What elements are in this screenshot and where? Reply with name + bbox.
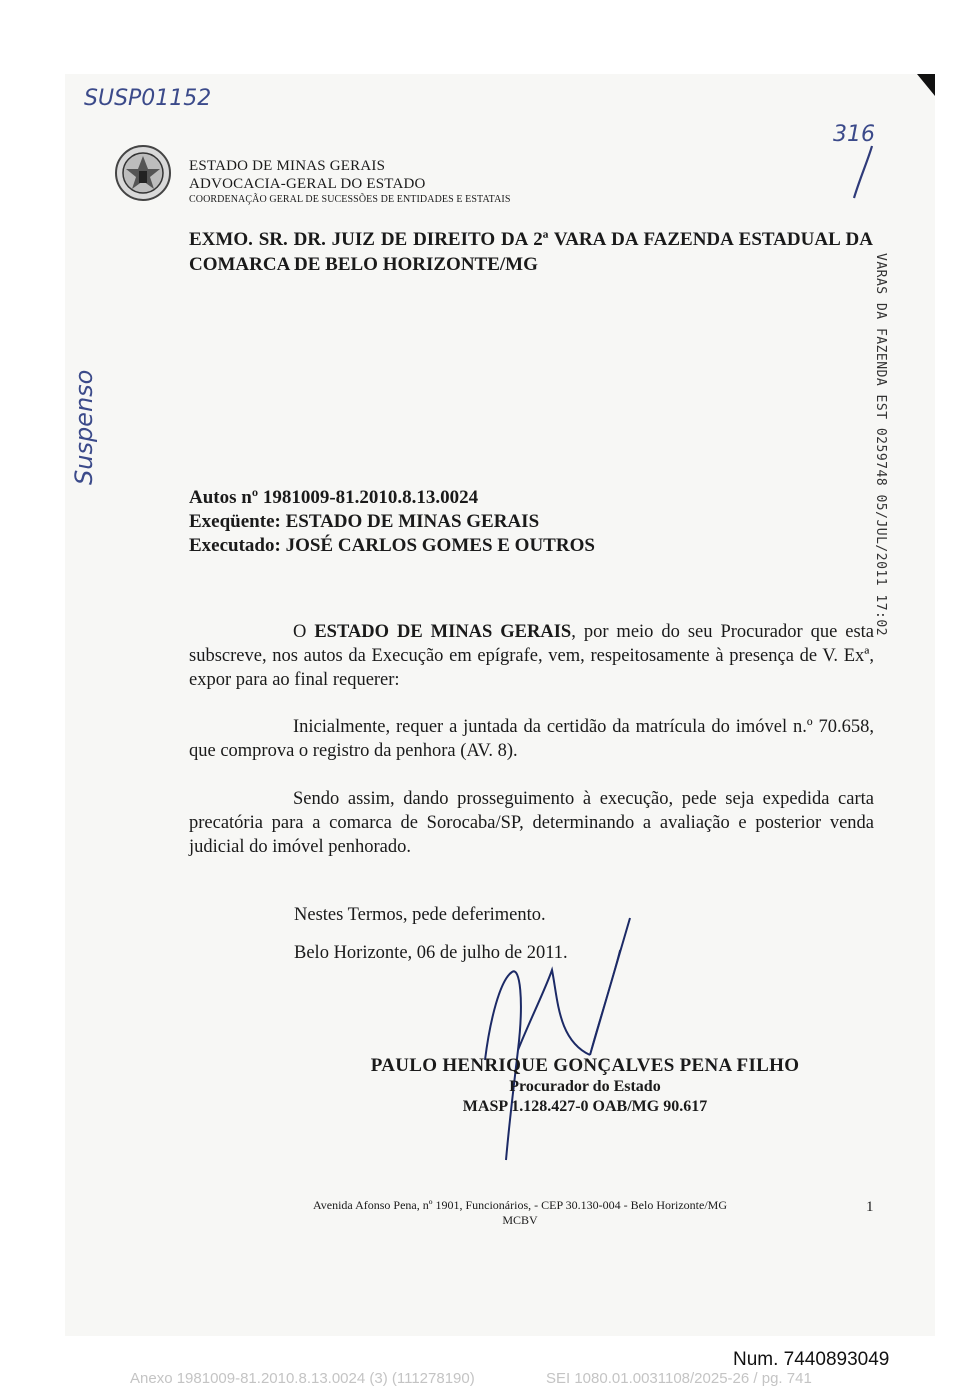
sei-reference: SEI 1080.01.0031108/2025-26 / pg. 741 [546,1370,812,1387]
plaintiff-label: Exeqüente: [189,511,281,532]
defendant-line [189,534,595,558]
case-info [189,486,595,558]
footer-address: Avenida Afonso Pena, nº 1901, Funcionários, - CEP 30.130-004 - Belo Horizonte/MG [312,1198,727,1212]
handwritten-reference: SUSP01152 [84,86,212,111]
footer-initials: MCBV [502,1213,538,1227]
letterhead-agency: ADVOCACIA-GERAL DO ESTADO [189,176,426,192]
handwritten-check-mark [848,140,878,202]
addressee-heading: EXMO. SR. DR. JUIZ DE DIREITO DA 2ª VARA DA FAZENDA ESTADUAL DA COMARCA DE BELO HORIZONTE/MG [189,229,873,275]
paragraph-intro-bold: ESTADO DE MINAS GERAIS [314,622,572,642]
signatory-title: Procurador do Estado [509,1078,661,1095]
plaintiff-line [189,510,595,534]
defendant-value: JOSÉ CARLOS GOMES E OUTROS [285,535,595,556]
closing-formula: Nestes Termos, pede deferimento. [294,905,546,925]
document-id-number: Num. 7440893049 [733,1349,890,1370]
defendant-label: Executado: [189,535,281,556]
signatory-name: PAULO HENRIQUE GONÇALVES PENA FILHO [370,1055,800,1076]
case-number-value: 1981009-81.2010.8.13.0024 [262,487,479,508]
annex-reference: Anexo 1981009-81.2010.8.13.0024 (3) (111278190) [130,1370,475,1387]
plaintiff-value: ESTADO DE MINAS GERAIS [285,511,540,532]
letterhead-department: COORDENAÇÃO GERAL DE SUCESSÕES DE ENTIDADES E ESTATAIS [189,194,511,205]
paragraph-intro-lead: O [293,622,307,642]
page-corner-fold [917,74,935,96]
paragraph-intro-rest: , por meio do seu Procurador que esta subscreve, nos autos da Execução em epígrafe, vem, respeitosamente à presença de V. Exª, expor para ao final requerer: [189,622,875,690]
signatory-registration: MASP 1.128.427-0 OAB/MG 90.617 [462,1098,708,1115]
handwritten-margin-note: Suspenso [70,369,98,485]
handwritten-signature [440,910,640,1170]
handwritten-page-number: 316 [833,122,875,147]
letterhead-state: ESTADO DE MINAS GERAIS [189,158,386,174]
closing-date: Belo Horizonte, 06 de julho de 2011. [294,943,568,963]
paragraph-intro [189,620,874,692]
footer-page-number: 1 [866,1199,874,1215]
case-number-label: Autos nº [189,487,259,508]
protocol-stamp: VARAS DA FAZENDA EST 0259748 05/JUL/2011 17:02 [873,253,888,637]
case-number-line [189,486,595,510]
paragraph-precatoria: Sendo assim, dando prosseguimento à execução, pede seja expedida carta precatória para a comarca de Sorocaba/SP, determinando a avaliação e posterior venda judicial do imóvel penhorado. [189,789,874,857]
paragraph-request: Inicialmente, requer a juntada da certidão da matrícula do imóvel n.º 70.658, que comprova o registro da penhora (AV. 8). [189,717,874,761]
state-coat-of-arms-icon [113,143,173,203]
